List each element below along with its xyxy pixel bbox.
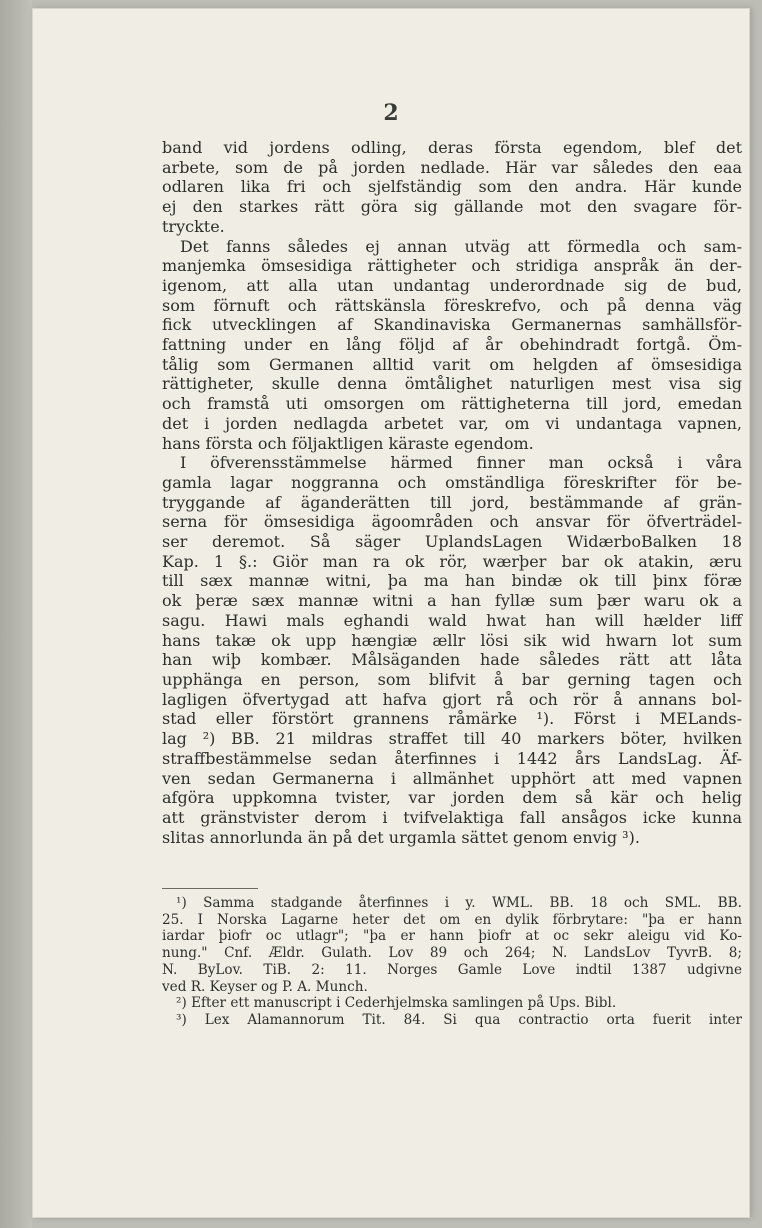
footnote-line: ved R. Keyser og P. A. Munch. <box>162 978 368 995</box>
body-line: sagu. Hawi mals eghandi wald hwat han will hælder liff <box>162 610 742 630</box>
body-line: han wiþ kombær. Målsäganden hade således rätt att låta <box>162 650 742 670</box>
body-line: ven sedan Germanerna i allmänhet upphört att med vapnen <box>162 768 742 788</box>
body-line: ok þeræ sæx mannæ witni a han fyllæ sum þær waru ok a <box>162 591 742 611</box>
body-line: hans första och följaktligen käraste egendom. <box>162 433 534 453</box>
footnotes <box>162 888 742 1029</box>
body-line: serna för ömsesidiga ägoområden och ansvar för öfverträdel- <box>162 512 742 532</box>
body-line: stad eller förstört grannens råmärke ¹). Först i MELands- <box>162 709 742 729</box>
body-line: odlaren lika fri och sjelfständig som den andra. Här kunde <box>162 177 742 197</box>
footnote-rule <box>162 888 258 889</box>
body-line: som förnuft och rättskänsla föreskrefvo, och på denna väg <box>162 295 742 315</box>
body-line: tryckte. <box>162 216 225 236</box>
body-line: tryggande af äganderätten till jord, bestämmande af grän- <box>162 492 742 512</box>
body-line: Kap. 1 §.: Giör man ra ok rör, wærþer bar ok atakin, æru <box>162 551 742 571</box>
body-line: gamla lagar noggranna och omständliga föreskrifter för be- <box>162 472 742 492</box>
footnote-line: ¹) Samma stadgande återfinnes i y. WML. BB. 18 och SML. BB. <box>176 895 742 911</box>
page-number: 2 <box>383 100 399 126</box>
body-line: fick utvecklingen af Skandinaviska Germanernas samhällsför- <box>162 315 742 335</box>
footnote-line: N. ByLov. TiB. 2: 11. Norges Gamle Love indtil 1387 udgivne <box>162 961 742 978</box>
body-line: det i jorden nedlagda arbetet var, om vi undantaga vapnen, <box>162 413 742 433</box>
body-line: lag ²) BB. 21 mildras straffet till 40 markers böter, hvilken <box>162 729 742 749</box>
body-line: lagligen öfvertygad att hafva gjort rå och rör å annans bol- <box>162 689 742 709</box>
body-line: fattning under en lång följd af år obehindradt fortgå. Öm- <box>162 335 742 355</box>
body-line: afgöra uppkomna tvister, var jorden dem så kär och helig <box>162 788 742 808</box>
book-page <box>32 8 750 1218</box>
body-line: upphänga en person, som blifvit å bar gerning tagen och <box>162 669 742 689</box>
body-line: att gränstvister derom i tvifvelaktiga fall ansågos icke kunna <box>162 807 742 827</box>
body-line: ej den starkes rätt göra sig gällande mot den svagare för- <box>162 197 742 217</box>
body-line: Det fanns således ej annan utväg att förmedla och sam- <box>180 236 742 256</box>
body-line: och framstå uti omsorgen om rättigheterna till jord, emedan <box>162 394 742 414</box>
body-line: tålig som Germanen alltid varit om helgden af ömsesidiga <box>162 354 742 374</box>
body-line: straffbestämmelse sedan återfinnes i 1442 års LandsLag. Äf- <box>162 748 742 768</box>
footnote-line: ³) Lex Alamannorum Tit. 84. Si qua contractio orta fuerit inter <box>176 1011 742 1028</box>
body-line: slitas annorlunda än på det urgamla sättet genom envig ³). <box>162 827 640 847</box>
body-line: hans takæ ok upp hængiæ ællr lösi sik wid hwarn lot sum <box>162 630 742 650</box>
body-text <box>162 138 742 847</box>
footnote-line: ²) Efter ett manuscript i Cederhjelmska samlingen på Ups. Bibl. <box>176 995 617 1012</box>
body-line: arbete, som de på jorden nedlade. Här var således den eaa <box>162 157 742 177</box>
body-line: band vid jordens odling, deras första egendom, blef det <box>162 138 742 157</box>
footnote-line: 25. I Norska Lagarne heter det om en dylik förbrytare: "þa er hann <box>162 911 742 928</box>
body-line: ser deremot. Så säger UplandsLagen WidærboBalken 18 <box>162 532 742 552</box>
body-line: till sæx mannæ witni, þa ma han bindæ ok till þinx föræ <box>162 571 742 591</box>
footnote-line: iardar þiofr oc utlagr"; "þa er hann þiofr at oc sekr aleigu vid Ko- <box>162 928 742 945</box>
body-line: rättigheter, skulle denna ömtålighet naturligen mest visa sig <box>162 374 742 394</box>
body-line: igenom, att alla utan undantag underordnade sig de bud, <box>162 275 742 295</box>
footnote-line: nung." Cnf. Ældr. Gulath. Lov 89 och 264; N. LandsLov TyvrB. 8; <box>162 945 742 962</box>
scan-background-edge <box>0 0 32 1228</box>
body-line: manjemka ömsesidiga rättigheter och stridiga anspråk än der- <box>162 256 742 276</box>
body-line: I öfverensstämmelse härmed finner man också i våra <box>180 453 742 473</box>
